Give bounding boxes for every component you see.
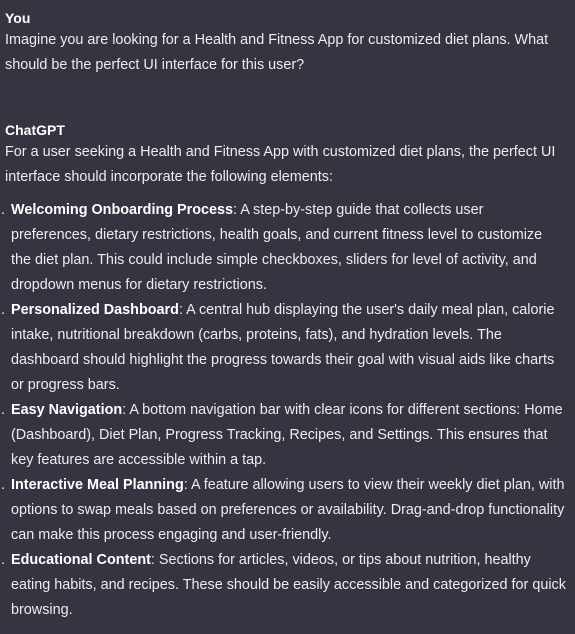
list-marker: . <box>1 402 5 418</box>
point-body: : A bottom navigation bar with clear icons for different sections: Home (Dashboard), Diet Plan, Progress Tracking, Recipes, and Settings. This ensures that key features are accessible within a tap. <box>11 402 563 468</box>
point-title: Personalized Dashboard <box>11 302 179 318</box>
point-title: Educational Content <box>11 552 151 568</box>
point-title: Welcoming Onboarding Process <box>11 202 234 218</box>
assistant-author-label: ChatGPT <box>5 122 65 138</box>
list-marker: . <box>1 477 5 493</box>
point-title: Interactive Meal Planning <box>11 477 184 493</box>
point-body: : A central hub displaying the user's daily meal plan, calorie intake, nutritional breakdown (carbs, proteins, fats), and hydration levels. The dashboard should highlight the progress towards their goal with visual aids like charts or progress bars. <box>11 302 555 393</box>
list-marker: . <box>1 202 5 218</box>
list-marker: . <box>1 302 5 318</box>
list-item <box>1 548 566 623</box>
point-body: : A step-by-step guide that collects user preferences, dietary restrictions, health goals, and current fitness level to customize the diet plan. This could include simple checkboxes, sliders for level of activity, and dropdown menus for dietary restrictions. <box>11 202 543 293</box>
assistant-message <box>1 120 566 623</box>
user-message <box>5 8 566 78</box>
point-title: Easy Navigation <box>11 402 123 418</box>
assistant-intro-text: For a user seeking a Health and Fitness App with customized diet plans, the perfect UI interface should incorporate the following elements: <box>5 144 556 185</box>
user-author-label: You <box>5 10 31 26</box>
list-marker: . <box>1 552 5 568</box>
list-item <box>1 398 566 473</box>
user-message-text: Imagine you are looking for a Health and Fitness App for customized diet plans. What should be the perfect UI interface for this user? <box>5 32 549 73</box>
point-body: : A feature allowing users to view their weekly diet plan, with options to swap meals based on preferences or availability. Drag-and-drop functionality can make this process engaging and user-friendly. <box>11 477 565 543</box>
list-item <box>1 198 566 298</box>
assistant-point-list <box>1 198 566 623</box>
list-item <box>1 298 566 398</box>
list-item <box>1 473 566 548</box>
point-body: : Sections for articles, videos, or tips about nutrition, healthy eating habits, and recipes. These should be easily accessible and categorized for quick browsing. <box>11 552 566 618</box>
